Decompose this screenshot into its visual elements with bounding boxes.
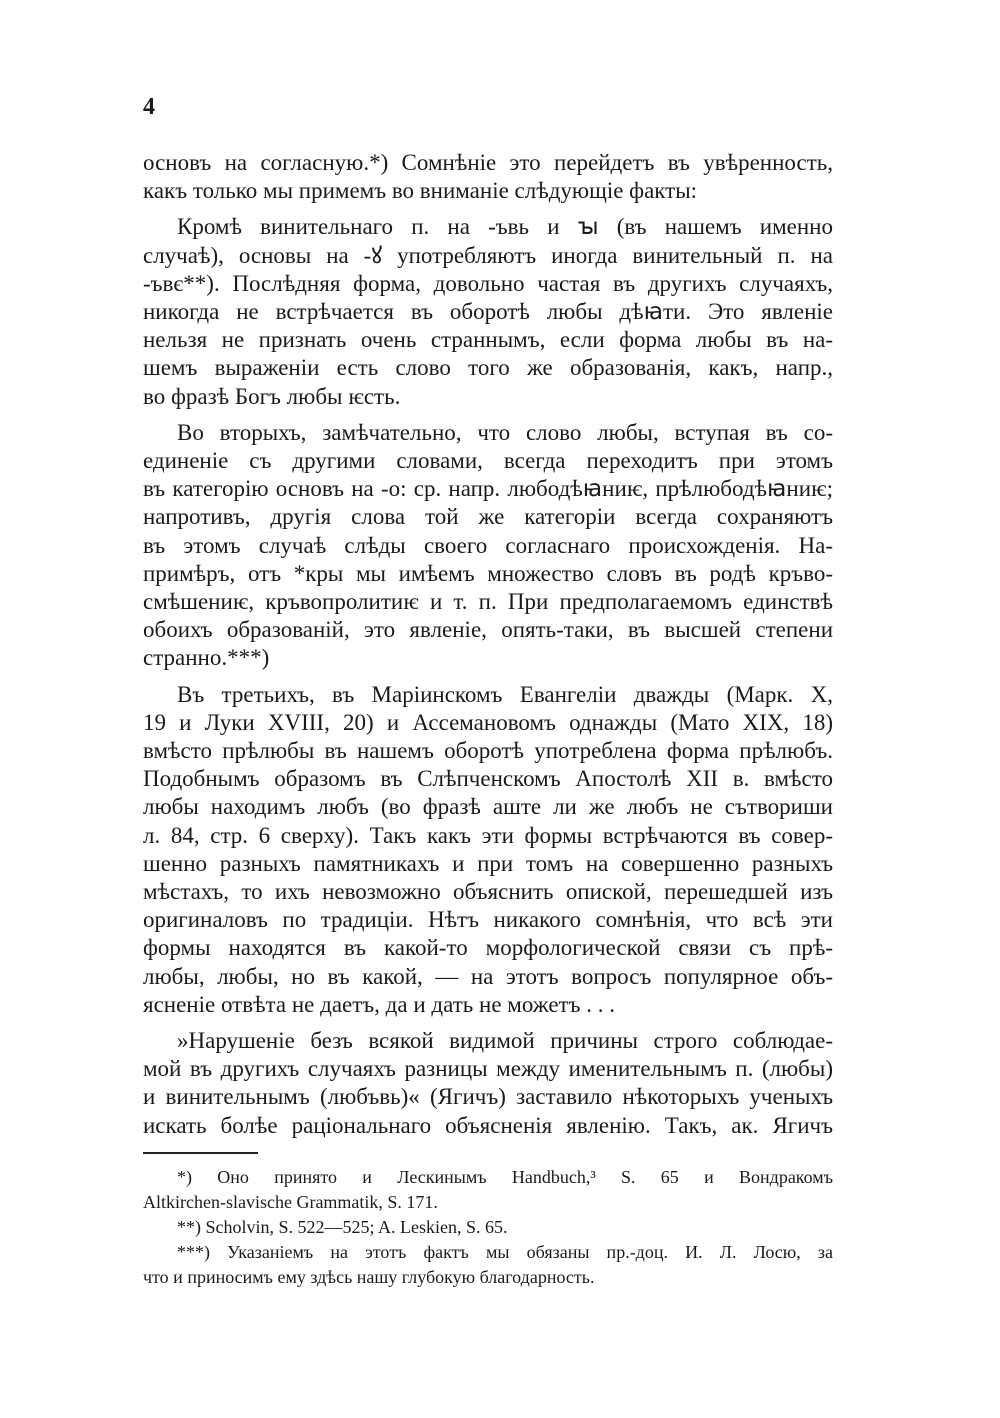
text-line: Кромѣ винительнаго п. на -ъвь и ꙑ (въ нашемъ именно xyxy=(177,214,833,239)
text-line: шемъ выраженіи есть слово того же образованія, какъ, напр., xyxy=(143,355,833,380)
footnote-line: **) Scholvin, S. 522—525; A. Leskien, S. 65. xyxy=(177,1217,508,1237)
text-line: основъ на согласную.*) Сомнѣніе это перейдетъ въ увѣренность, xyxy=(143,150,833,175)
footnote-separator xyxy=(143,1152,258,1154)
text-line: какъ только мы примемъ во вниманіе слѣдующіе факты: xyxy=(143,178,698,203)
text-line: въ категорію основъ на -о: ср. напр. любодѣꙗниѥ, прѣлюбодѣꙗниѥ; xyxy=(143,476,833,501)
text-line: въ этомъ случаѣ слѣды своего согласнаго происхожденія. На- xyxy=(143,533,833,558)
text-line: никогда не встрѣчается въ оборотѣ любы дѣꙗти. Это явленіе xyxy=(143,299,833,324)
text-line: Въ третьихъ, въ Маріинскомъ Евангеліи дважды (Марк. X, xyxy=(177,682,833,707)
text-line: случаѣ), основы на -ꙋ употребляютъ иногда винительный п. на xyxy=(143,243,833,268)
text-line: Подобнымъ образомъ въ Слѣпченскомъ Апостолѣ XII в. вмѣсто xyxy=(143,766,833,791)
text-line: во фразѣ Богъ любы ѥсть. xyxy=(143,384,401,409)
text-line: и винительнымъ (любъвь)« (Ягичъ) заставило нѣкоторыхъ ученыхъ xyxy=(143,1084,833,1109)
text-line: примѣръ, отъ *кры мы имѣемъ множество словъ въ родѣ кръво- xyxy=(143,561,833,586)
text-line: шенно разныхъ памятникахъ и при томъ на совершенно разныхъ xyxy=(143,851,833,876)
text-line: -ъвє**). Послѣдняя форма, довольно частая въ другихъ случаяхъ, xyxy=(143,271,833,296)
footnote-line: Altkirchen-slavische Grammatik, S. 171. xyxy=(143,1192,438,1212)
text-line: формы находятся въ какой-то морфологической связи съ прѣ- xyxy=(143,935,833,960)
text-line: напротивъ, другія слова той же категоріи всегда сохраняютъ xyxy=(143,504,833,529)
text-line: оригиналовъ по традиціи. Нѣтъ никакого сомнѣнія, что всѣ эти xyxy=(143,907,833,932)
footnote-line: *) Оно принято и Лескинымъ Handbuch,³ S. 65 и Вондракомъ xyxy=(177,1167,833,1187)
footnote-line: что и приносимъ ему здѣсь нашу глубокую благодарность. xyxy=(143,1267,595,1287)
text-line: ясненіе отвѣта не даетъ, да и дать не можетъ . . . xyxy=(143,992,615,1017)
text-line: нельзя не признать очень страннымъ, если форма любы въ на- xyxy=(143,327,833,352)
text-line: смѣшениѥ, кръвопролитиѥ и т. п. При предполагаемомъ единствѣ xyxy=(143,589,833,614)
text-line: вмѣсто прѣлюбы въ нашемъ оборотѣ употреблена форма прѣлюбъ. xyxy=(143,738,833,763)
text-line: обоихъ образованій, это явленіе, опять-таки, въ высшей степени xyxy=(143,617,833,642)
text-line: »Нарушеніе безъ всякой видимой причины строго соблюдае- xyxy=(177,1028,833,1053)
text-line: мой въ другихъ случаяхъ разницы между именительнымъ п. (любы) xyxy=(143,1056,833,1081)
text-line: любы находимъ любъ (во фразѣ аште ли же любъ не сътвориши xyxy=(143,794,833,819)
page-number: 4 xyxy=(143,94,155,120)
text-line: Во вторыхъ, замѣчательно, что слово любы, вступая въ со- xyxy=(177,420,833,445)
text-line: искать болѣе раціональнаго объясненія явленію. Такъ, ак. Ягичъ xyxy=(143,1113,833,1138)
text-line: л. 84, стр. 6 сверху). Такъ какъ эти формы встрѣчаются въ совер- xyxy=(143,823,833,848)
footnote-line: ***) Указаніемъ на этотъ фактъ мы обязаны пр.-доц. И. Л. Лосю, за xyxy=(177,1242,833,1262)
text-line: 19 и Луки XVIII, 20) и Ассемановомъ однажды (Мато XIX, 18) xyxy=(143,710,833,735)
text-line: любы, любы, но въ какой, — на этотъ вопросъ популярное объ- xyxy=(143,964,833,989)
text-line: странно.***) xyxy=(143,645,270,670)
text-line: единеніе съ другими словами, всегда переходитъ при этомъ xyxy=(143,448,833,473)
text-line: мѣстахъ, то ихъ невозможно объяснить опиской, перешедшей изъ xyxy=(143,879,833,904)
